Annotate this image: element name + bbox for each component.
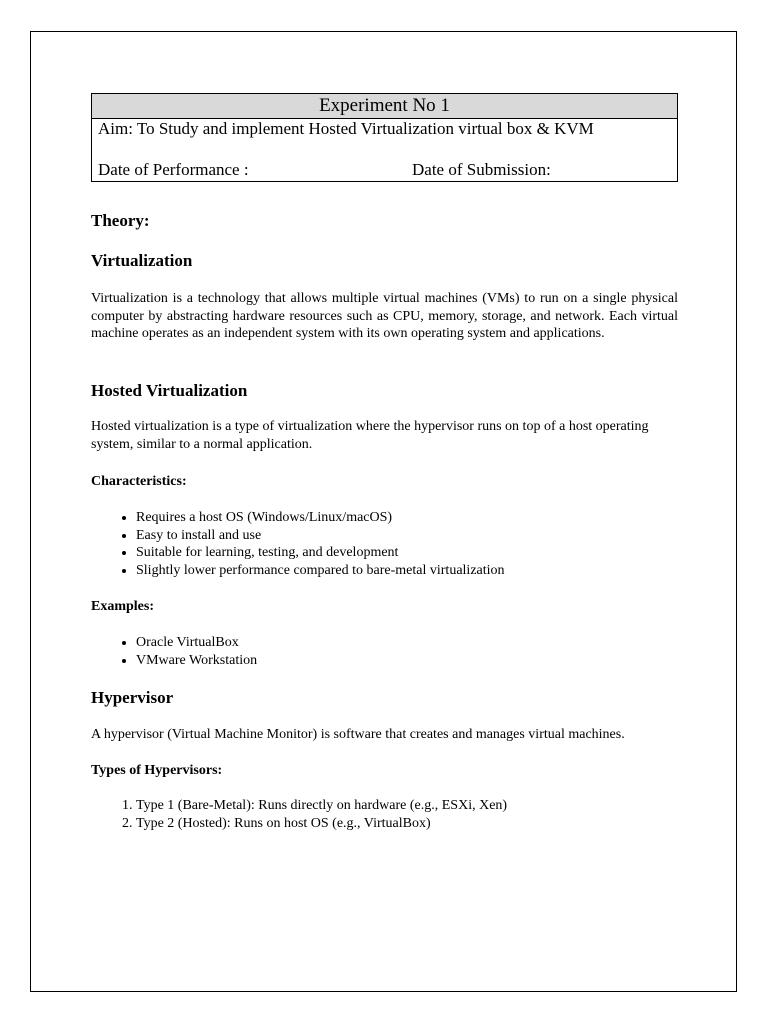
examples-list <box>91 634 678 669</box>
experiment-header-table <box>91 93 678 182</box>
document-content <box>91 93 678 831</box>
list-item: • VMware Workstation <box>136 652 678 670</box>
list-item: 2. Type 2 (Hosted): Runs on host OS (e.g., VirtualBox) <box>136 815 678 833</box>
characteristics-list <box>91 509 678 579</box>
list-item: • Suitable for learning, testing, and development <box>136 544 678 562</box>
theory-heading: Theory: <box>91 211 150 230</box>
list-item: • Slightly lower performance compared to bare-metal virtualization <box>136 562 678 580</box>
virtualization-paragraph: Virtualization is a technology that allows multiple virtual machines (VMs) to run on a single physical computer by abstracting hardware resources such as CPU, memory, storage, and network. Each virtual machine operates as an independent system with its own operating system and applications. <box>91 291 678 341</box>
hypervisor-types-list <box>91 797 678 832</box>
date-of-performance-label: Date of Performance : <box>98 160 249 179</box>
hypervisor-paragraph: A hypervisor (Virtual Machine Monitor) is software that creates and manages virtual machines. <box>91 727 625 742</box>
virtualization-heading: Virtualization <box>91 251 193 270</box>
list-item: 1. Type 1 (Bare-Metal): Runs directly on hardware (e.g., ESXi, Xen) <box>136 797 678 815</box>
hosted-virtualization-heading: Hosted Virtualization <box>91 381 248 400</box>
hypervisor-heading: Hypervisor <box>91 688 174 707</box>
examples-heading: Examples: <box>91 599 154 614</box>
list-item: • Requires a host OS (Windows/Linux/macOS) <box>136 509 678 527</box>
list-item: • Oracle VirtualBox <box>136 634 678 652</box>
experiment-title: Experiment No 1 <box>92 94 677 119</box>
aim-text: Aim: To Study and implement Hosted Virtualization virtual box & KVM <box>98 119 594 138</box>
hosted-virtualization-paragraph: Hosted virtualization is a type of virtualization where the hypervisor runs on top of a host operating system, similar to a normal application. <box>91 419 649 452</box>
experiment-header-body <box>92 119 677 181</box>
list-item: • Easy to install and use <box>136 527 678 545</box>
date-of-submission-label: Date of Submission: <box>412 160 551 179</box>
characteristics-heading: Characteristics: <box>91 474 187 489</box>
types-of-hypervisors-heading: Types of Hypervisors: <box>91 763 223 778</box>
